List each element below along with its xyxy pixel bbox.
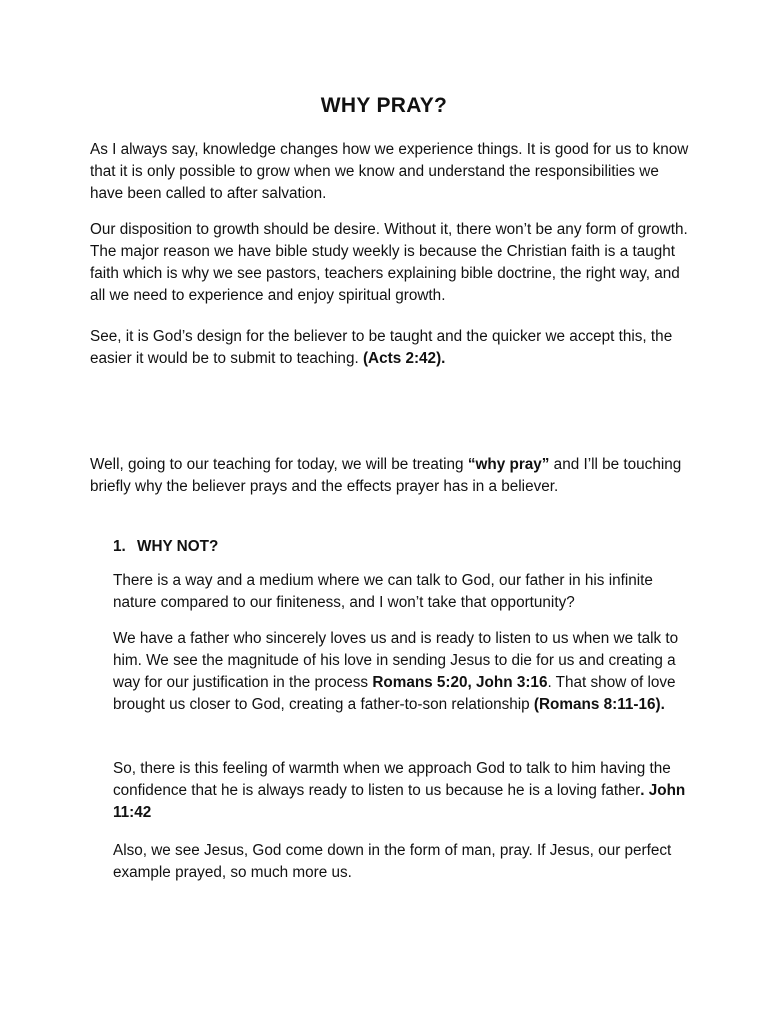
section-paragraph-1-text: There is a way and a medium where we can talk to God, our father in his infinite nature compared to our finiteness, and I won’t take that opportunity? [113,572,653,611]
intro-paragraph-2 [90,219,690,307]
teaching-topic: “why pray” [467,456,550,473]
teaching-paragraph-text-a: Well, going to our teaching for today, we will be treating [90,456,468,473]
scripture-reference: (Acts 2:42). [362,350,446,367]
page-title: WHY PRAY? [320,94,448,117]
section-paragraph-1 [113,570,693,614]
section-heading [113,536,218,558]
section-paragraph-2 [113,628,693,716]
intro-paragraph-1 [90,139,690,205]
section-paragraph-3-text: So, there is this feeling of warmth when we approach God to talk to him having the confidence that he is always ready to listen to us because he is a loving father [113,760,671,799]
section-number: 1. [113,538,126,555]
section-paragraph-2-text-b: . That show of love brought us closer to God, creating a father-to-son relationship [113,674,676,713]
intro-paragraph-3 [90,326,690,370]
section-paragraph-4-text: Also, we see Jesus, God come down in the form of man, pray. If Jesus, our perfect example prayed, so much more us. [113,842,672,881]
scripture-reference: (Romans 8:11-16). [533,696,665,713]
section-paragraph-3 [113,758,693,824]
intro-paragraph-2-text: Our disposition to growth should be desire. Without it, there won’t be any form of growth. The major reason we have bible study weekly is because the Christian faith is a taught faith which is why we see pastors, teachers explaining bible doctrine, the right way, and all we need to experience and enjoy spiritual growth. [90,221,688,304]
scripture-reference: Romans 5:20, John 3:16 [372,674,548,691]
section-paragraph-4 [113,840,693,884]
section-paragraph-2-text-a: We have a father who sincerely loves us and is ready to listen to us when we talk to him. We see the magnitude of his love in sending Jesus to die for us and creating a way for our justification in the process [113,630,679,691]
teaching-paragraph-text-b: and I’ll be touching briefly why the believer prays and the effects prayer has in a believer. [90,456,682,495]
scripture-reference: . John 11:42 [113,782,686,821]
section-heading-text: WHY NOT? [137,538,219,555]
teaching-paragraph [90,454,690,498]
intro-paragraph-1-text: As I always say, knowledge changes how we experience things. It is good for us to know that it is only possible to grow when we know and understand the responsibilities we have been called to after salvation. [90,141,689,202]
intro-paragraph-3-text: See, it is God’s design for the believer to be taught and the quicker we accept this, the easier it would be to submit to teaching. [90,328,673,367]
